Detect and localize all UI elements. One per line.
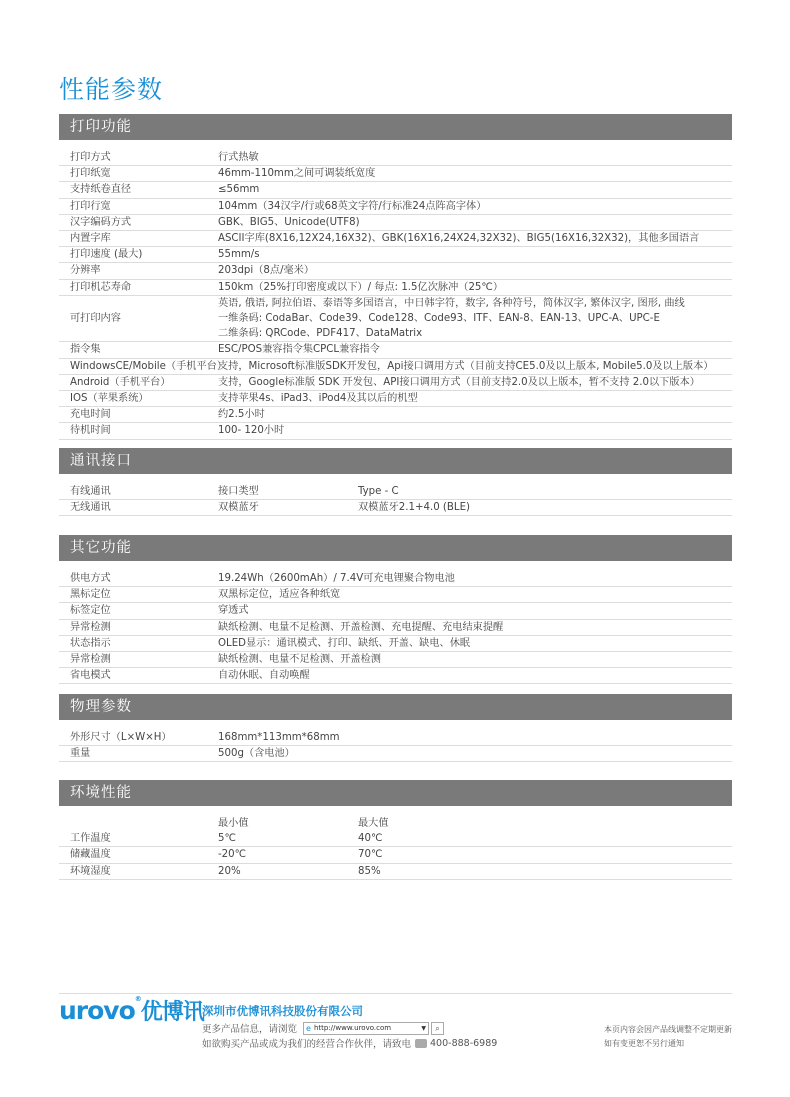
table-row xyxy=(59,620,732,636)
row-value xyxy=(218,636,732,651)
value-line: GBK、BIG5、Unicode(UTF8) xyxy=(218,216,360,228)
table-row xyxy=(59,407,732,423)
section-environment xyxy=(59,780,732,880)
row-label: 指令集 xyxy=(70,344,101,356)
row-label: 储藏温度 xyxy=(70,849,111,861)
table-row xyxy=(59,199,732,215)
row-value xyxy=(218,182,732,197)
row-value xyxy=(218,359,732,374)
min-value: 20% xyxy=(218,865,241,877)
value-line: OLED显示：通讯模式、打印、缺纸、开盖、缺电、休眠 xyxy=(218,637,471,649)
max-value: 40℃ xyxy=(358,833,383,845)
row-value xyxy=(218,342,732,357)
value-line: 自动休眠、自动唤醒 xyxy=(218,670,310,682)
row-label: 重量 xyxy=(70,748,91,760)
row-label: 工作温度 xyxy=(70,833,111,845)
row-label: 打印行宽 xyxy=(70,200,111,212)
dropdown-icon: ▼ xyxy=(421,1024,427,1032)
section-title: 其它功能 xyxy=(59,535,732,561)
table-row xyxy=(59,603,732,619)
contact-info: 如欲购买产品或成为我们的经营合作伙伴，请致电 400-888-6989 xyxy=(202,1037,498,1050)
value-line: 203dpi（8点/毫米） xyxy=(218,265,315,277)
row-value xyxy=(218,423,732,438)
row-value: 接口类型 xyxy=(218,486,259,497)
row-label: 内置字库 xyxy=(70,233,111,245)
row-value xyxy=(218,231,732,246)
footer-note: 如有变更恕不另行通知 xyxy=(604,1039,684,1048)
row-value2: Type - C xyxy=(358,486,399,497)
row-label: 状态指示 xyxy=(70,637,111,649)
row-label: 黑标定位 xyxy=(70,589,111,601)
row-value xyxy=(218,247,732,262)
browser-icon: e xyxy=(306,1023,311,1033)
value-line: 46mm-110mm之间可调装纸宽度 xyxy=(218,168,376,180)
section-title: 打印功能 xyxy=(59,114,732,140)
value-line: 55mm/s xyxy=(218,249,260,261)
table-row xyxy=(59,342,732,358)
row-label: 充电时间 xyxy=(70,409,111,421)
row-value xyxy=(218,746,732,761)
row-value xyxy=(218,263,732,278)
row-value xyxy=(218,652,732,667)
row-value2: 双模蓝牙2.1+4.0 (BLE) xyxy=(358,502,470,514)
section-other xyxy=(59,535,732,684)
section-physical xyxy=(59,694,732,762)
page-title: 性能参数 xyxy=(59,75,164,104)
table-row xyxy=(59,166,732,182)
min-header: 最小值 xyxy=(218,818,249,829)
row-value xyxy=(218,280,732,295)
max-header: 最大值 xyxy=(358,818,389,829)
row-label: 可打印内容 xyxy=(70,313,121,325)
section-title: 环境性能 xyxy=(59,780,732,806)
value-line: 支持，Google标准版 SDK 开发包、API接口调用方式（目前支持2.0及以上版本，暂不支持 2.0以下版本） xyxy=(218,376,700,388)
row-value xyxy=(218,375,732,390)
row-value xyxy=(218,391,732,406)
row-value xyxy=(218,730,732,745)
value-line: 缺纸检测、电量不足检测、开盖检测 xyxy=(218,654,381,666)
section-communication xyxy=(59,448,732,516)
value-line: 168mm*113mm*68mm xyxy=(218,732,340,743)
table-row xyxy=(59,500,732,516)
table-row xyxy=(59,668,732,684)
url-box[interactable]: e http://www.urovo.com ▼ xyxy=(303,1022,429,1035)
table-row xyxy=(59,215,732,231)
row-label: 打印机芯寿命 xyxy=(70,281,132,293)
value-line: 英语, 俄语, 阿拉伯语、泰语等多国语言，中日韩字符，数字, 各种符号，简体汉字, 繁体汉字, 图形, 曲线 xyxy=(218,297,685,309)
row-label: 环境湿度 xyxy=(70,865,111,877)
section-print xyxy=(59,114,732,440)
row-value xyxy=(218,296,732,342)
max-value: 85% xyxy=(358,865,381,877)
table-row xyxy=(59,375,732,391)
min-value: -20℃ xyxy=(218,849,247,861)
row-value xyxy=(218,587,732,602)
table-header-row xyxy=(59,816,732,831)
section-title: 物理参数 xyxy=(59,694,732,720)
row-value xyxy=(218,603,732,618)
row-value xyxy=(218,215,732,230)
value-line: 双黑标定位，适应各种纸宽 xyxy=(218,589,341,601)
row-label: IOS（苹果系统） xyxy=(70,393,149,405)
table-row xyxy=(59,231,732,247)
value-line: 缺纸检测、电量不足检测、开盖检测、充电提醒、充电结束提醒 xyxy=(218,621,504,633)
value-line: 150km（25%打印密度或以下）/ 每点: 1.5亿次脉冲（25℃） xyxy=(218,281,504,293)
row-label: 支持纸卷直径 xyxy=(70,184,132,196)
value-line: 二维条码: QRCode、PDF417、DataMatrix xyxy=(218,328,423,340)
table-row xyxy=(59,182,732,198)
value-line: 104mm（34汉字/行或68英文字符/行标准24点阵高字体） xyxy=(218,200,487,212)
row-label: 分辨率 xyxy=(70,265,101,277)
table-row xyxy=(59,484,732,500)
urovo-logo: urovo®优博讯 xyxy=(59,995,204,1025)
row-label: 待机时间 xyxy=(70,425,111,437)
table-row xyxy=(59,263,732,279)
table-row xyxy=(59,359,732,375)
table-row xyxy=(59,571,732,587)
value-line: 支持苹果4s、iPad3、iPod4及其以后的机型 xyxy=(218,393,418,405)
row-value: 双模蓝牙 xyxy=(218,502,259,514)
footer-divider xyxy=(59,993,732,994)
section-title: 通讯接口 xyxy=(59,448,732,474)
table-row xyxy=(59,247,732,263)
row-value xyxy=(218,620,732,635)
more-info: 更多产品信息，请浏览 e http://www.urovo.com ▼ ⌕ xyxy=(202,1021,444,1035)
table-row xyxy=(59,847,732,863)
table-row xyxy=(59,730,732,746)
row-value xyxy=(218,199,732,214)
company-name: 深圳市优博讯科技股份有限公司 xyxy=(202,1004,363,1018)
row-label: 有线通讯 xyxy=(70,486,111,497)
row-value xyxy=(218,668,732,683)
value-line: ESC/POS兼容指令集CPCL兼容指令 xyxy=(218,344,380,356)
row-label: 打印方式 xyxy=(70,152,111,163)
table-row xyxy=(59,746,732,762)
row-label: 供电方式 xyxy=(70,573,111,584)
row-value xyxy=(218,407,732,422)
value-line: ASCII字库(8X16,12X24,16X32)、GBK(16X16,24X24,32X32)、BIG5(16X16,32X32)，其他多国语言 xyxy=(218,233,700,245)
value-line: ≤56mm xyxy=(218,184,260,196)
row-value xyxy=(218,571,732,586)
row-value xyxy=(218,150,732,165)
row-label: 省电模式 xyxy=(70,670,111,682)
row-label: WindowsCE/Mobile（手机平台） xyxy=(70,360,227,372)
phone-number: 400-888-6989 xyxy=(430,1037,498,1049)
value-line: 19.24Wh（2600mAh）/ 7.4V可充电锂聚合物电池 xyxy=(218,573,455,584)
row-label: 异常检测 xyxy=(70,621,111,633)
value-line: 支持，Microsoft标准版SDK开发包，Api接口调用方式（目前支持CE5.0及以上版本, Mobile5.0及以上版本） xyxy=(218,360,714,372)
table-row xyxy=(59,636,732,652)
table-row xyxy=(59,391,732,407)
table-row xyxy=(59,296,732,343)
row-label: 异常检测 xyxy=(70,654,111,666)
table-row xyxy=(59,423,732,439)
row-label: 外形尺寸（L×W×H） xyxy=(70,732,172,743)
search-icon[interactable]: ⌕ xyxy=(431,1022,444,1035)
value-line: 行式热敏 xyxy=(218,152,259,163)
row-label: 无线通讯 xyxy=(70,502,111,514)
value-line: 100- 120小时 xyxy=(218,425,285,437)
footer-note: 本页内容会因产品线调整不定期更新 xyxy=(604,1025,732,1034)
table-row xyxy=(59,652,732,668)
max-value: 70℃ xyxy=(358,849,383,861)
table-row xyxy=(59,864,732,880)
row-label: 汉字编码方式 xyxy=(70,216,132,228)
table-row xyxy=(59,150,732,166)
table-row xyxy=(59,587,732,603)
row-label: 打印纸宽 xyxy=(70,168,111,180)
value-line: 穿透式 xyxy=(218,605,249,617)
row-value xyxy=(218,166,732,181)
row-label: 标签定位 xyxy=(70,605,111,617)
value-line: 500g（含电池） xyxy=(218,748,295,760)
row-label: 打印速度 (最大) xyxy=(70,249,143,261)
value-line: 约2.5小时 xyxy=(218,409,265,421)
table-row xyxy=(59,280,732,296)
min-value: 5℃ xyxy=(218,833,236,845)
phone-icon xyxy=(415,1039,427,1048)
row-label: Android（手机平台） xyxy=(70,376,171,388)
value-line: 一维条码: CodaBar、Code39、Code128、Code93、ITF、EAN-8、EAN-13、UPC-A、UPC-E xyxy=(218,313,660,325)
table-row xyxy=(59,831,732,847)
